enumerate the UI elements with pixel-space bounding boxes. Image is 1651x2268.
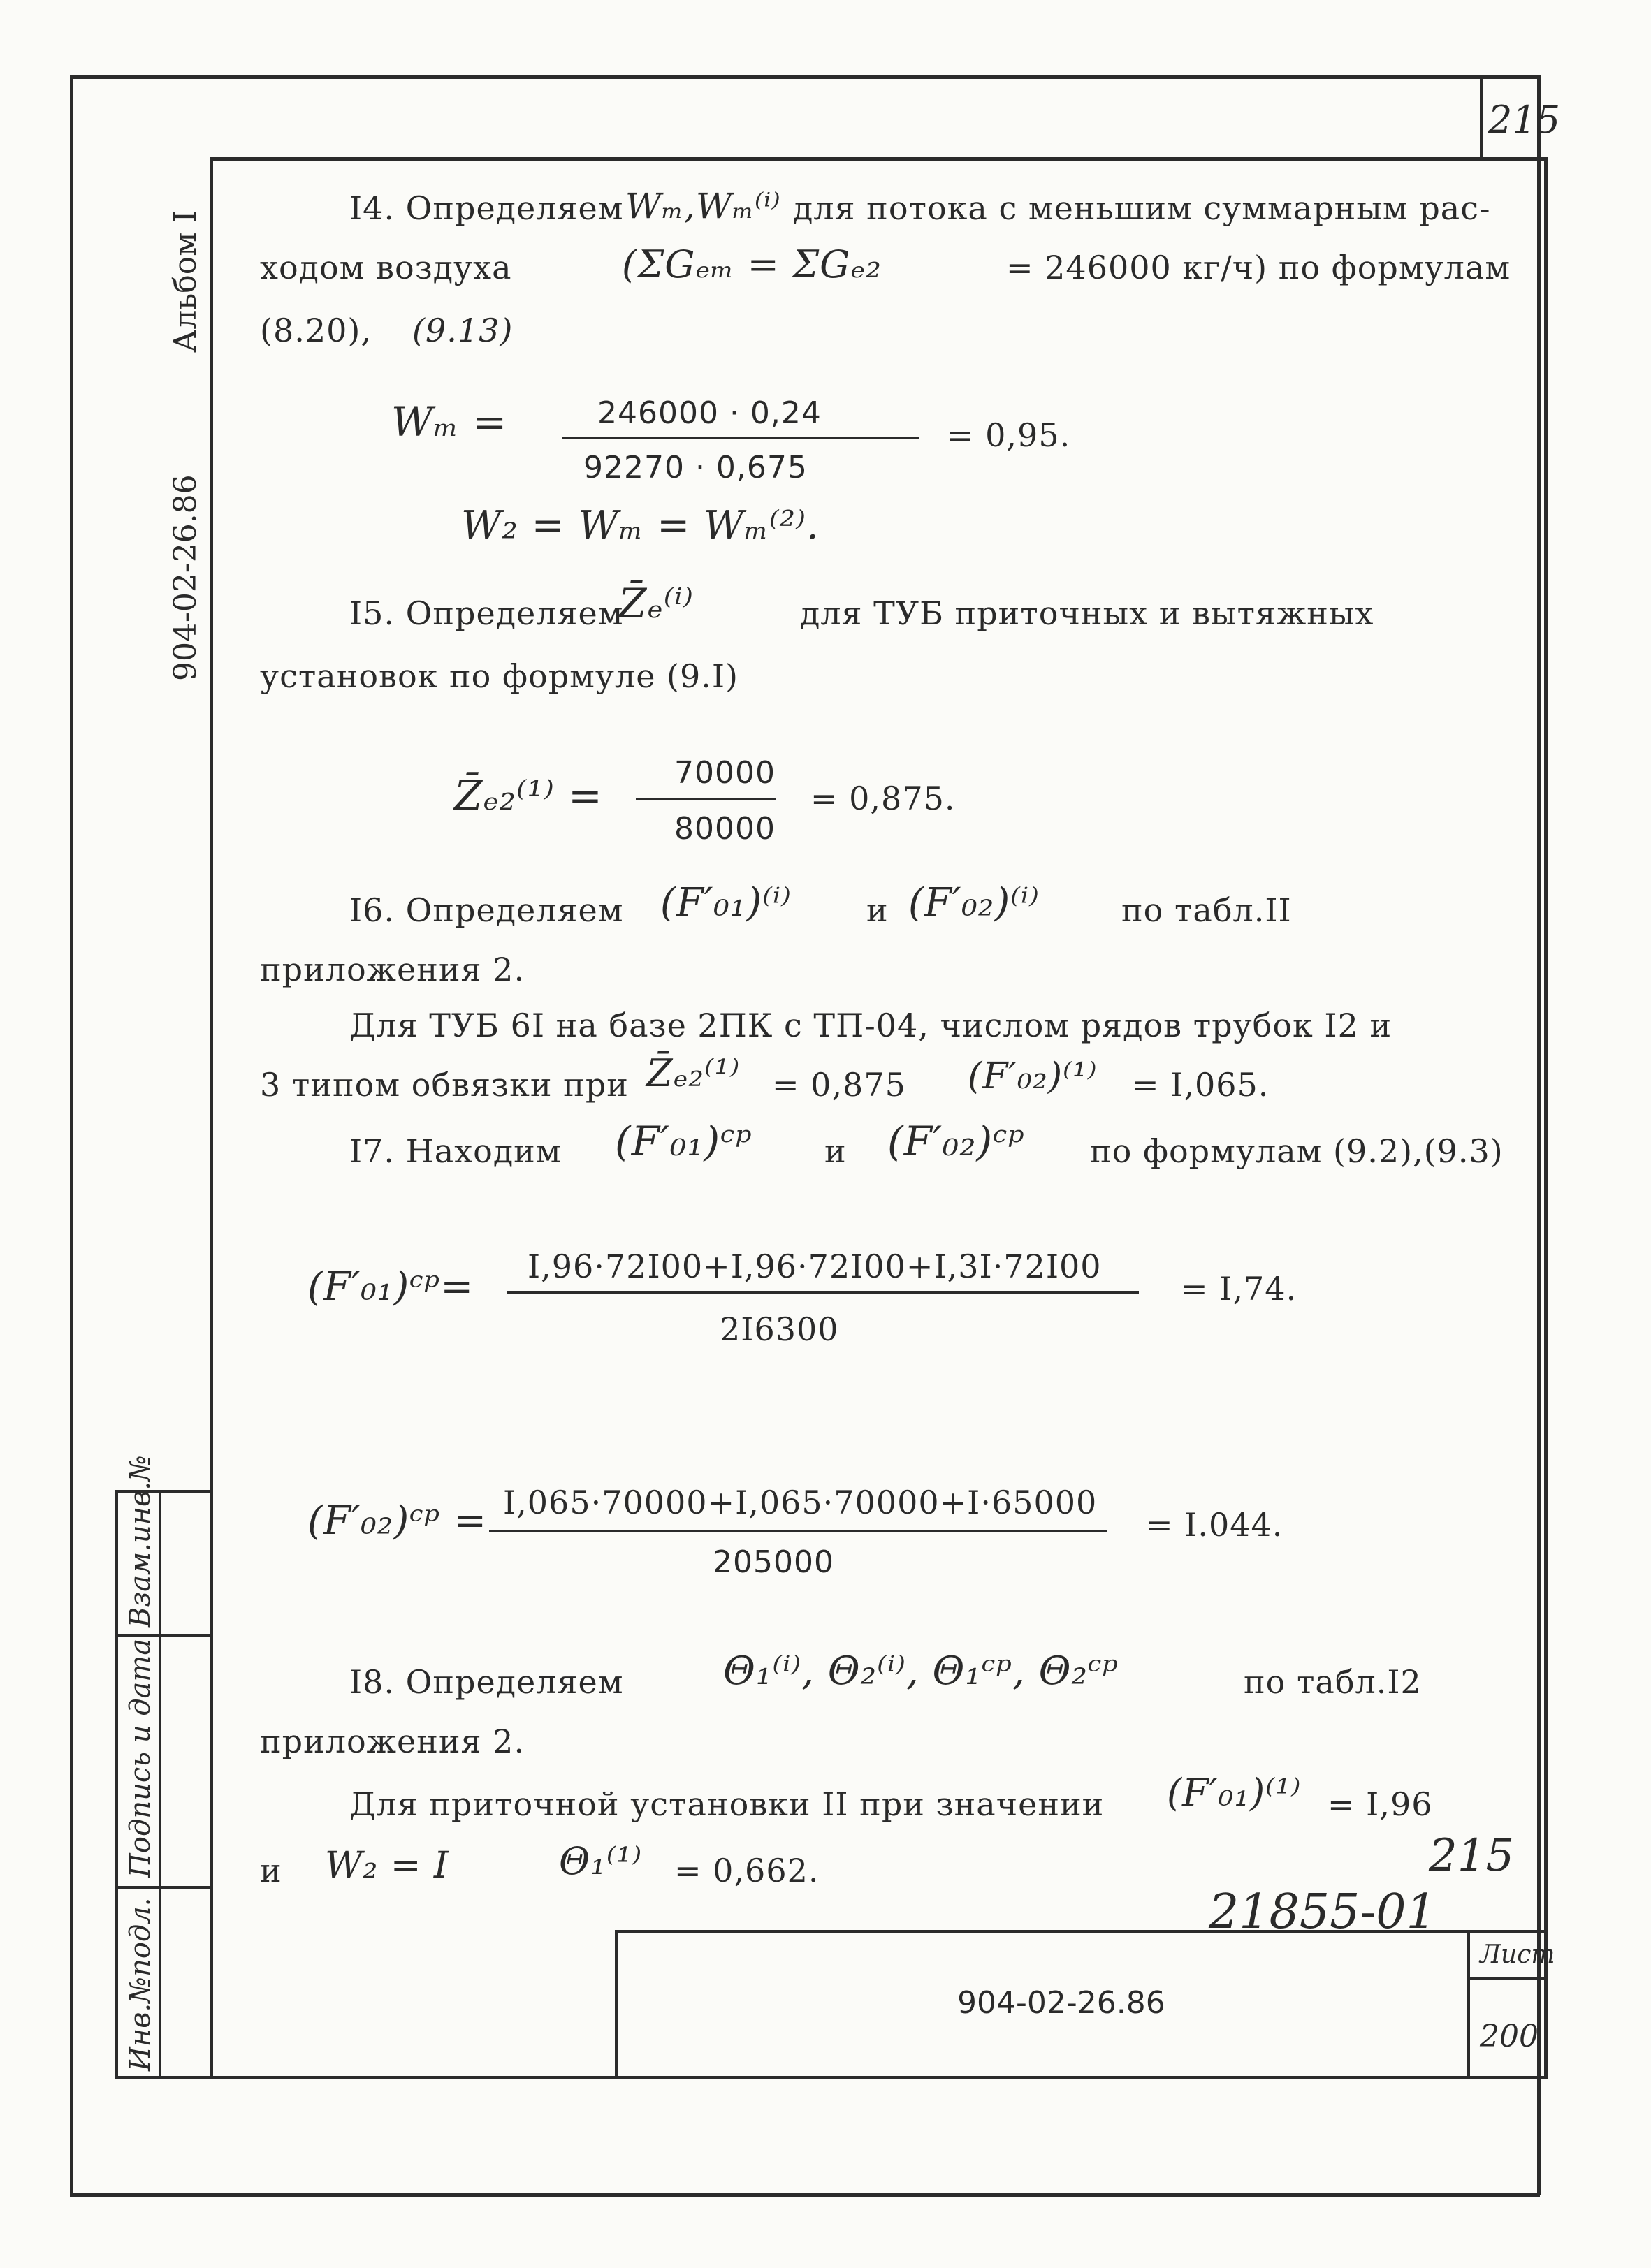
outer-frame-right [1537,75,1541,2195]
p18-line3-symbol: (F′₀₁)⁽¹⁾ [1167,1771,1302,1815]
p14-line3-a: (8.20), [260,312,372,349]
corner-page-number: 215 [1488,98,1561,142]
inner-frame-top [210,157,1548,161]
eq5-fraction-bar [489,1530,1107,1532]
p16-line4-a: 3 типом обвязки при [260,1066,629,1104]
eq5-denominator: 205000 [713,1544,834,1580]
stamp-row-2 [115,1634,211,1637]
p14-line3-b: (9.13) [412,312,514,349]
p18-line4-b: = 0,662. [674,1852,820,1889]
eq4-fraction-bar [507,1291,1139,1294]
eq1-denominator: 92270 · 0,675 [583,450,808,485]
eq4-denominator: 2I6300 [720,1310,839,1348]
outer-frame-left [70,75,73,2195]
p18-line4-a: и [260,1852,282,1889]
p15-text-b: для ТУБ приточных и вытяжных [800,594,1374,632]
p16-text-b: по табл.II [1121,891,1292,929]
title-block-left [615,1930,618,2078]
title-block-code: 904-02-26.86 [957,1985,1165,2021]
stamp-label-replacement: Взам.инв.№ [124,1455,157,1627]
title-block-sheet-label: Лист [1480,1940,1555,1969]
p17-text-a: I7. Находим [349,1132,562,1170]
eq1-lhs: Wₘ = [391,398,508,446]
p16-symbol-1: (F′₀₁)⁽ⁱ⁾ [660,880,792,926]
eq1-fraction-bar [562,437,919,439]
p16-line4-symbol: Z̄ₑ₂⁽¹⁾ [646,1051,741,1095]
p18-line4-symbol: W₂ = I [325,1845,449,1887]
p16-symbol-2: (F′₀₂)⁽ⁱ⁾ [908,880,1040,926]
p17-and: и [824,1132,847,1170]
title-block-sheet-number: 200 [1480,2019,1539,2054]
title-block-divider [1467,1930,1470,2078]
eq3-denominator: 80000 [674,811,776,847]
p18-line4-symbol-2: Θ₁⁽¹⁾ [559,1839,643,1883]
p16-line4-b: = 0,875 [772,1066,906,1104]
eq2: W₂ = Wₘ = Wₘ⁽²⁾. [461,503,820,548]
stamp-col-left [115,1490,118,2078]
p16-line3: Для ТУБ 6I на базе 2ПК с ТП-04, числом рядов трубок I2 и [349,1007,1392,1044]
eq3-fraction-bar [636,798,776,800]
p18-line3-a: Для приточной установки II при значении [349,1785,1105,1823]
p17-text-b: по формулам (9.2),(9.3) [1090,1132,1504,1170]
eq4-lhs: (F′₀₁)ᶜᵖ= [307,1264,474,1310]
eq5-numerator: I,065·70000+I,065·70000+I·65000 [503,1484,1098,1521]
p18-line2: приложения 2. [260,1722,525,1760]
p16-text-a: I6. Определяем [349,891,624,929]
stamp-row-3 [115,1886,211,1889]
side-doc-code: 904-02-26.86 [168,474,203,681]
outer-frame-bottom [70,2193,1540,2197]
p14-text-b: для потока с меньшим суммарным рас- [793,189,1491,227]
p14-line2-a: ходом воздуха [260,249,512,286]
p17-symbol-2: (F′₀₂)ᶜᵖ [887,1118,1025,1165]
eq5-result: = I.044. [1146,1506,1283,1544]
eq3-numerator: 70000 [674,755,776,791]
p18-line3-b: = I,96 [1328,1785,1433,1823]
handwritten-page-number: 215 [1429,1830,1515,1882]
eq1-numerator: 246000 · 0,24 [597,395,822,431]
side-album: Альбом I [168,210,203,353]
p14-symbol: Wₘ,Wₘ⁽ⁱ⁾ [625,186,781,226]
eq3-lhs: Z̄ₑ₂⁽¹⁾ = [454,772,603,819]
p16-line4-symbol-2: (F′₀₂)⁽¹⁾ [968,1055,1098,1097]
corner-box-left [1480,75,1483,159]
p14-line2-symbol: (ΣGₑₘ = ΣGₑ₂ [622,242,882,286]
eq4-numerator: I,96·72I00+I,96·72I00+I,3I·72I00 [528,1248,1102,1285]
p15-text-a: I5. Определяем [349,594,624,632]
p18-text-a: I8. Определяем [349,1663,624,1701]
eq5-lhs: (F′₀₂)ᶜᵖ = [307,1498,488,1544]
p14-line2-b: = 246000 кг/ч) по формулам [1006,249,1511,286]
p18-text-b: по табл.I2 [1244,1663,1422,1701]
p16-line2: приложения 2. [260,951,525,988]
outer-frame-top [70,75,1540,79]
eq4-result: = I,74. [1181,1270,1297,1308]
p16-and: и [866,891,889,929]
p17-symbol-1: (F′₀₁)ᶜᵖ [615,1118,752,1165]
stamp-label-inventory: Инв.№подл. [124,1897,157,2071]
inner-frame-right [1544,157,1548,2079]
inner-frame-left [210,157,213,2079]
p16-line4-c: = I,065. [1132,1066,1270,1104]
eq3-result: = 0,875. [810,780,956,817]
inner-frame-bottom [115,2076,1548,2079]
stamp-col-mid [159,1490,161,2078]
stamp-label-signature: Подпись и дата [124,1638,157,1878]
p15-line2: установок по формуле (9.I) [260,657,739,695]
handwritten-inventory: 21855-01 [1209,1885,1437,1940]
p14-text-a: I4. Определяем [349,189,624,227]
p18-symbols: Θ₁⁽ⁱ⁾, Θ₂⁽ⁱ⁾, Θ₁ᶜᵖ, Θ₂ᶜᵖ [723,1648,1119,1694]
eq1-result: = 0,95. [947,416,1071,454]
p15-symbol: Z̄ₑ⁽ⁱ⁾ [618,580,694,627]
title-block-sheet-row [1467,1977,1548,1980]
